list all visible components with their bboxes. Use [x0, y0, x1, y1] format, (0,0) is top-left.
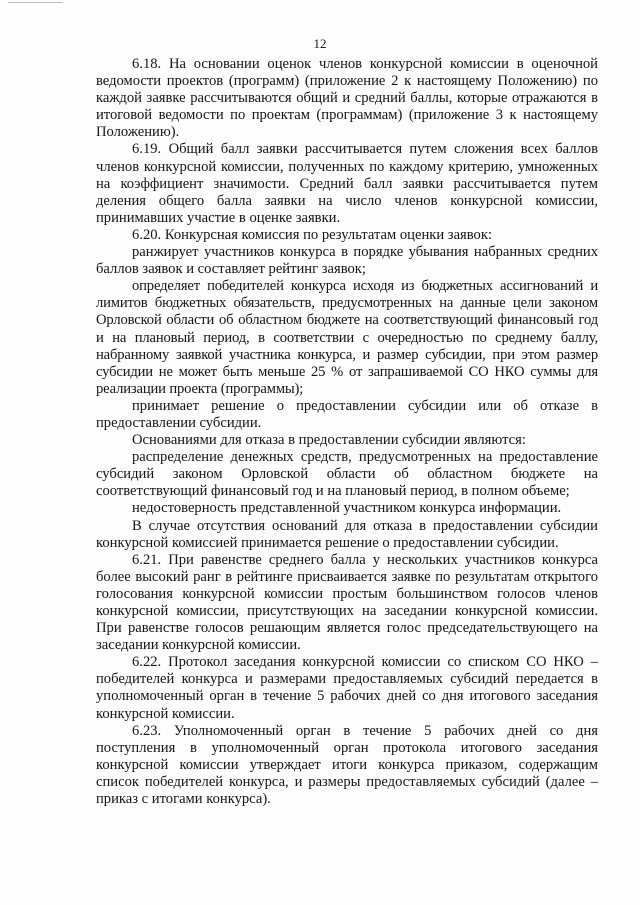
page-number: 12 [313, 36, 327, 51]
paragraph-winners: определяет победителей конкурса исходя из бюджетных ассигнований и лимитов бюджетных обязательств, предусмотренных на данные цели законом Орловской области об областном бюджете на соответствующий финансовый год и на плановый период, в соответствии с очередностью по среднему баллу, набранному заявкой участника конкурса, и размер субсидии, при этом размер субсидии не может быть меньше 25 % от запрашиваемой СО НКО суммы для реализации проекта (программы); [96, 278, 598, 397]
paragraph-6-21: 6.21. При равенстве среднего балла у нескольких участников конкурса более высокий ранг в рейтинге присваивается заявке по результатам открытого голосования конкурсной комиссии простым большинством голосов членов конкурсной комиссии, присутствующих на заседании конкурсной комиссии. При равенстве голосов решающим является голос председательствующего на заседании конкурсной комиссии. [96, 551, 598, 654]
scan-artifact-line [8, 2, 63, 3]
paragraph-6-20: 6.20. Конкурсная комиссия по результатам оценки заявок: [132, 226, 492, 243]
paragraph-6-22: 6.22. Протокол заседания конкурсной комиссии со списком СО НКО – победителей конкурса и размерами предоставляемых субсидий передается в уполномоченный орган в течение 5 рабочих дней со дня итогового заседания конкурсной комиссии. [96, 654, 598, 722]
paragraph-6-23: 6.23. Уполномоченный орган в течение 5 рабочих дней со дня поступления в уполномоченный орган протокола итогового заседания конкурсной комиссии утверждает итоги конкурса приказом, содержащим список победителей конкурса, и размеры предоставляемых субсидий (далее – приказ с итогами конкурса). [96, 722, 598, 808]
paragraph-refusal-grounds: Основаниями для отказа в предоставлении субсидии являются: [132, 432, 526, 449]
paragraph-ranking: ранжирует участников конкурса в порядке убывания набранных средних баллов заявок и составляет рейтинг заявок; [96, 244, 598, 278]
paragraph-6-18: 6.18. На основании оценок членов конкурсной комиссии в оценочной ведомости проектов (программ) (приложение 2 к настоящему Положению) по каждой заявке рассчитываются общий и средний баллы, которые отражаются в итоговой ведомости по проектам (программам) (приложение 3 к настоящему Положению). [96, 56, 598, 141]
document-body [96, 56, 598, 808]
paragraph-6-19: 6.19. Общий балл заявки рассчитывается путем сложения всех баллов членов конкурсной комиссии, полученных по каждому критерию, умноженных на коэффициент значимости. Средний балл заявки рассчитывается путем деления общего балла заявки на число членов конкурсной комиссии, принимавших участие в оценке заявки. [96, 141, 598, 226]
paragraph-funds-distributed: распределение денежных средств, предусмотренных на предоставление субсидий законом Орловской области об областном бюджете на соответствующий финансовый год и на плановый период, в полном объеме; [96, 449, 598, 500]
paragraph-no-grounds: В случае отсутствия оснований для отказа в предоставлении субсидии конкурсной комиссией принимается решение о предоставлении субсидии. [96, 517, 598, 551]
paragraph-unreliable-info: недостоверность представленной участником конкурса информации. [132, 500, 562, 517]
paragraph-decision: принимает решение о предоставлении субсидии или об отказе в предоставлении субсидии. [96, 397, 598, 431]
